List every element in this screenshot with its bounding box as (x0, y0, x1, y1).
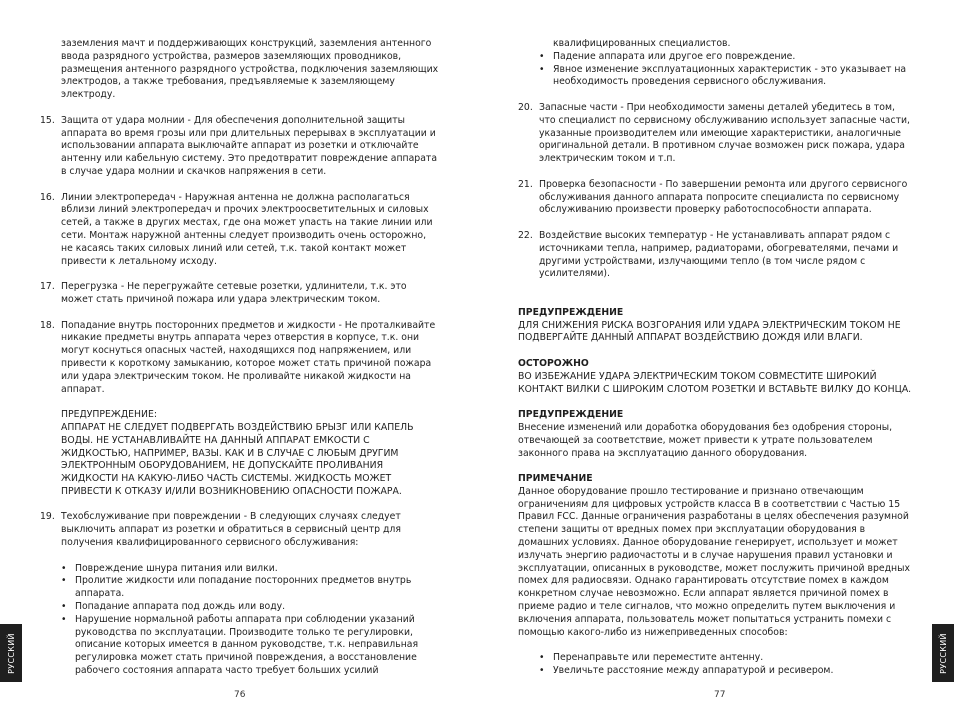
bullet-item: • Явное изменение эксплуатационных характеристик - это указывает на необходимость проведения сервисного обслуживания. (539, 64, 914, 90)
item-text: Проверка безопасности - По завершении ремонта или другого сервисного обслуживания данного аппарата попросите специалиста по сервисному обслуживанию произвести проверку работоспособности аппарата. (539, 178, 908, 216)
section-text: ВО ИЗБЕЖАНИЕ УДАРА ЭЛЕКТРИЧЕСКИМ ТОКОМ СОВМЕСТИТЕ ШИРОКИЙ КОНТАКТ ВИЛКИ С ШИРОКИМ СЛОТОМ РОЗЕТКИ И ВСТАВЬТЕ ВИЛКУ ДО КОНЦА. (518, 370, 912, 395)
list-item-18 (40, 320, 440, 499)
item-number: 20. (518, 101, 533, 113)
language-tab-left (0, 624, 22, 682)
bullet-item: • Пролитие жидкости или попадание посторонних предметов внутрь аппарата. (61, 575, 440, 601)
item-text: Запасные части - При необходимости замены деталей убедитесь в том, что специалист по сервисному обслуживанию использует запасные части, указанные производителем или имеющие характеристики, аналогичные оригинальной детали. В противном случае возможен риск пожара, удара электрическим током и т.п. (539, 101, 911, 165)
section-heading: ПРИМЕЧАНИЕ (518, 473, 593, 485)
item-text: Воздействие высоких температур - Не устанавливать аппарат рядом с источниками тепла, например, радиаторами, обогревателями, печами и другими устройствами, излучающими тепло (в том числе рядом с усилителями). (539, 229, 899, 280)
section-warning-modifications (518, 409, 914, 460)
list-item-19 (40, 511, 440, 549)
item-text: Линии электропередач - Наружная антенна не должна располагаться вблизи линий электропередач и прочих электроосветительных и силовых сетей, а также в других местах, где она может упасть на такие линии или сети. Монтаж наружной антенны следует производить очень осторожно, не касаясь таких силовых линий или сетей, т.к. такой контакт может привести к летальному исходу. (61, 191, 433, 267)
item-text: Техобслуживание при повреждении - В следующих случаях следует выключить аппарат из розетки и обратиться в сервисный центр для получения квалифицированного сервисного обслуживания: (61, 511, 401, 549)
language-tab-right (932, 624, 954, 682)
bullet-list (40, 563, 440, 678)
section-text: ДЛЯ СНИЖЕНИЯ РИСКА ВОЗГОРАНИЯ ИЛИ УДАРА ЭЛЕКТРИЧЕСКИМ ТОКОМ НЕ ПОДВЕРГАЙТЕ ДАННЫЙ АППАРАТ ВОЗДЕЙСТВИЮ ДОЖДЯ ИЛИ ВЛАГИ. (518, 319, 901, 344)
bullet-item: • Попадание аппарата под дождь или воду. (61, 601, 440, 614)
bullet-item: • Падение аппарата или другое его повреждение. (539, 51, 914, 64)
section-heading: ПРЕДУПРЕЖДЕНИЕ (518, 306, 624, 318)
warning-heading: ПРЕДУПРЕЖДЕНИЕ: (61, 409, 157, 421)
item-text: Попадание внутрь посторонних предметов и жидкости - Не проталкивайте никакие предметы внутрь аппарата через отверстия в корпусе, т.к. они могут коснуться опасных частей, находящихся под напряжением, или привести к короткому замыканию, которое может стать причиной пожара или удара электрическим током. Не проливайте никакой жидкости на аппарат. (61, 319, 436, 395)
section-text: Внесение изменений или доработка оборудования без одобрения стороны, отвечающей за соответствие, может привести к утрате пользователем законного права на эксплуатацию данного оборудования. (518, 421, 893, 459)
item-text: Защита от удара молнии - Для обеспечения дополнительной защиты аппарата во время грозы или при длительных перерывах в эксплуатации и использовании аппарата выключайте аппарат из розетки и отключайте антенну или кабельную систему. Это предотвратит повреждение аппарата в случае удара молнии и скачков напряжения в сети. (61, 114, 438, 177)
continued-paragraph: заземления мачт и поддерживающих конструкций, заземления антенного ввода разрядного устройства, размеров заземляющих проводников, размещения антенного разрядного устройства, подключения заземляющих электродов, а также требования, предъявляемые к заземляющему электроду. (61, 38, 439, 101)
list-item-16 (40, 192, 440, 269)
item-number: 15. (40, 114, 55, 126)
list-item-17 (40, 281, 440, 307)
bullet-item: • Перенаправьте или переместите антенну. (539, 652, 914, 665)
page-number-left: 76 (234, 690, 246, 700)
section-warning (518, 307, 914, 345)
right-page-column (518, 38, 914, 678)
page-number-right: 77 (714, 690, 726, 700)
bullet-list (518, 652, 914, 678)
item-number: 18. (40, 319, 55, 331)
list-item-15 (40, 115, 440, 179)
section-note (518, 473, 914, 639)
item-number: 19. (40, 511, 55, 523)
item-number: 17. (40, 281, 55, 293)
item-number: 22. (518, 229, 533, 241)
list-item-22 (518, 230, 914, 281)
left-page-column (40, 38, 440, 678)
item-number: 21. (518, 178, 533, 190)
language-label: РУССКИЙ (6, 632, 16, 674)
bullet-item: • Увеличьте расстояние между аппаратурой и ресивером. (539, 665, 914, 678)
warning-text: АППАРАТ НЕ СЛЕДУЕТ ПОДВЕРГАТЬ ВОЗДЕЙСТВИЮ БРЫЗГ ИЛИ КАПЕЛЬ ВОДЫ. НЕ УСТАНАВЛИВАЙТЕ НА ДАННЫЙ АППАРАТ ЕМКОСТИ С ЖИДКОСТЬЮ, НАПРИМЕР, ВАЗЫ. КАК И В СЛУЧАЕ С ЛЮБЫМ ДРУГИМ ЭЛЕКТРОННЫМ ОБОРУДОВАНИЕМ, НЕ ДОПУСКАЙТЕ ПРОЛИВАНИЯ ЖИДКОСТИ НА КАКУЮ-ЛИБО ЧАСТЬ СИСТЕМЫ. ЖИДКОСТЬ МОЖЕТ ПРИВЕСТИ К ОТКАЗУ И/ИЛИ ВОЗНИКНОВЕНИЮ ОПАСНОСТИ ПОЖАРА. (61, 421, 414, 497)
section-caution (518, 358, 914, 396)
list-item-21 (518, 179, 914, 217)
section-heading: ОСТОРОЖНО (518, 357, 589, 369)
section-heading: ПРЕДУПРЕЖДЕНИЕ (518, 409, 624, 421)
bullet-list (518, 51, 914, 89)
bullet-item: • Повреждение шнура питания или вилки. (61, 563, 440, 576)
list-item-20 (518, 102, 914, 166)
item-number: 16. (40, 191, 55, 203)
bullet-item: • Нарушение нормальной работы аппарата при соблюдении указаний руководства по эксплуатации. Производите только те регулировки, описание которых имеется в данном руководстве, т.к. неправильная регулировка может стать причиной повреждения, а восстановление рабочего состояния аппарата часто требует больших усилий (61, 614, 440, 678)
item-text: Перегрузка - Не перегружайте сетевые розетки, удлинители, т.к. это может стать причиной пожара или удара электрическим током. (61, 281, 407, 305)
language-label: РУССКИЙ (938, 632, 948, 674)
continued-line: квалифицированных специалистов. (553, 38, 731, 49)
section-text: Данное оборудование прошло тестирование и признано отвечающим ограничениям для цифровых устройств класса В в соответствии с Частью 15 Правил FCC. Данные ограничения разработаны в целях обеспечения разумной степени защиты от вредных помех при эксплуатации оборудования в домашних условиях. Данное оборудование генерирует, использует и может излучать энергию радиочастоты и в случае нарушения правил установки и эксплуатации, описанных в руководстве, может послужить причиной вредных помех для радиосвязи. Однако гарантировать отсутствие помех в каждом конкретном случае невозможно. Если аппарат является причиной помех в приеме радио и теле сигналов, что можно определить путем выключения и включения аппарата, пользователь может попытаться устранить помехи с помощью какого-либо из нижеприведенных способов: (518, 485, 910, 638)
